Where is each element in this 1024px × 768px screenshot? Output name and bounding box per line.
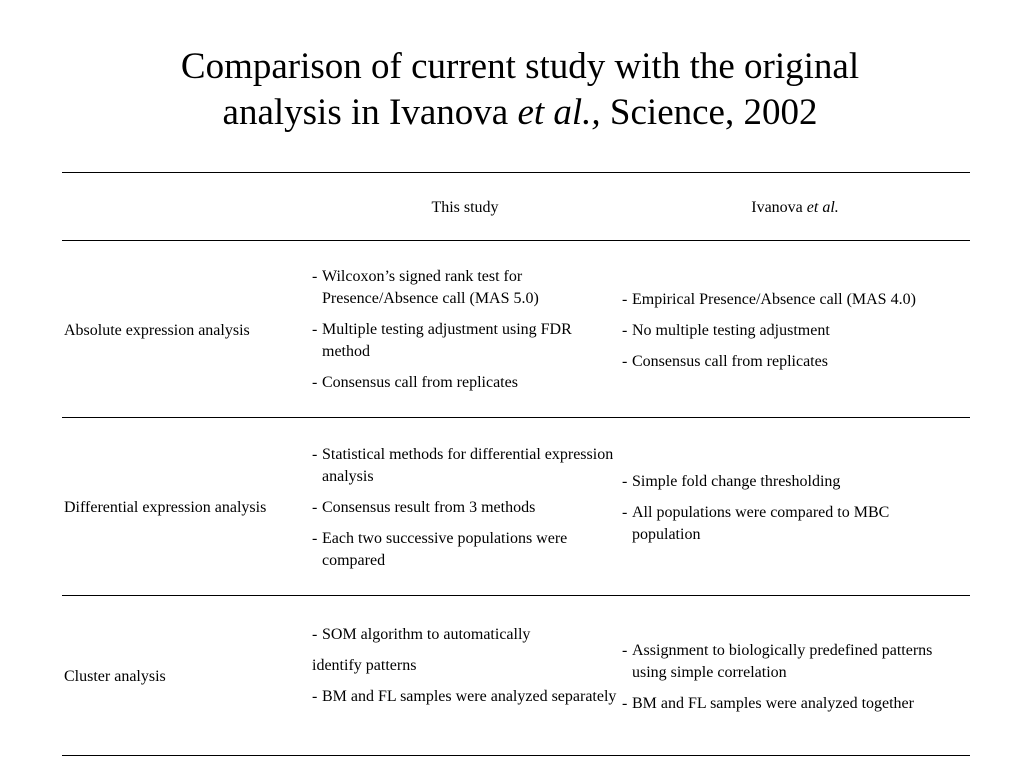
list-item: - BM and FL samples were analyzed together: [622, 695, 914, 712]
list-item: - Consensus call from replicates: [312, 374, 518, 391]
column-header-ivanova-etal: et al.: [806, 199, 839, 216]
list-item: - SOM algorithm to automatically: [312, 626, 531, 643]
column-header-ivanova: [700, 197, 890, 219]
list-item: - Statistical methods for differential expression analysis: [312, 446, 614, 485]
column-header-ivanova-name: Ivanova: [751, 199, 803, 216]
list-item: - No multiple testing adjustment: [622, 322, 830, 339]
title-line-2-suffix: Science, 2002: [609, 92, 818, 133]
row-divider-1: [62, 417, 970, 418]
list-item: - BM and FL samples were analyzed separately: [312, 688, 617, 705]
row-3-this-study: [312, 624, 622, 717]
list-item: - Wilcoxon’s signed rank test for Presence/Absence call (MAS 5.0): [312, 268, 539, 307]
header-bottom-rule: [62, 240, 970, 241]
row-divider-2: [62, 595, 970, 596]
title-line-2-prefix: analysis in Ivanova: [222, 92, 509, 133]
row-3-ivanova: [622, 640, 967, 724]
title-line-2: [0, 90, 1024, 136]
list-item: - All populations were compared to MBC population: [622, 504, 890, 543]
list-item: - Multiple testing adjustment using FDR method: [312, 321, 572, 360]
row-1-ivanova: [622, 289, 972, 382]
list-item: - Empirical Presence/Absence call (MAS 4.0): [622, 291, 916, 308]
title-line-2-italic: et al.,: [517, 92, 601, 133]
list-item: - Simple fold change thresholding: [622, 473, 841, 490]
row-label-cluster: Cluster analysis: [64, 668, 166, 685]
list-item: identify patterns: [312, 657, 417, 674]
title-line-1: Comparison of current study with the original: [180, 46, 860, 87]
list-item: - Each two successive populations were compared: [312, 530, 568, 569]
row-label-absolute: Absolute expression analysis: [64, 322, 250, 339]
column-header-this-study: This study: [431, 199, 499, 216]
row-label-differential: Differential expression analysis: [64, 499, 267, 516]
row-1-this-study: [312, 266, 622, 403]
slide-title: [0, 44, 1024, 136]
list-item: - Assignment to biologically predefined patterns using simple correlation: [622, 642, 933, 681]
table-top-rule: [62, 172, 970, 173]
row-2-this-study: [312, 444, 622, 581]
list-item: - Consensus result from 3 methods: [312, 499, 536, 516]
list-item: - Consensus call from replicates: [622, 353, 828, 370]
table-bottom-rule: [62, 755, 970, 756]
row-2-ivanova: [622, 471, 952, 555]
